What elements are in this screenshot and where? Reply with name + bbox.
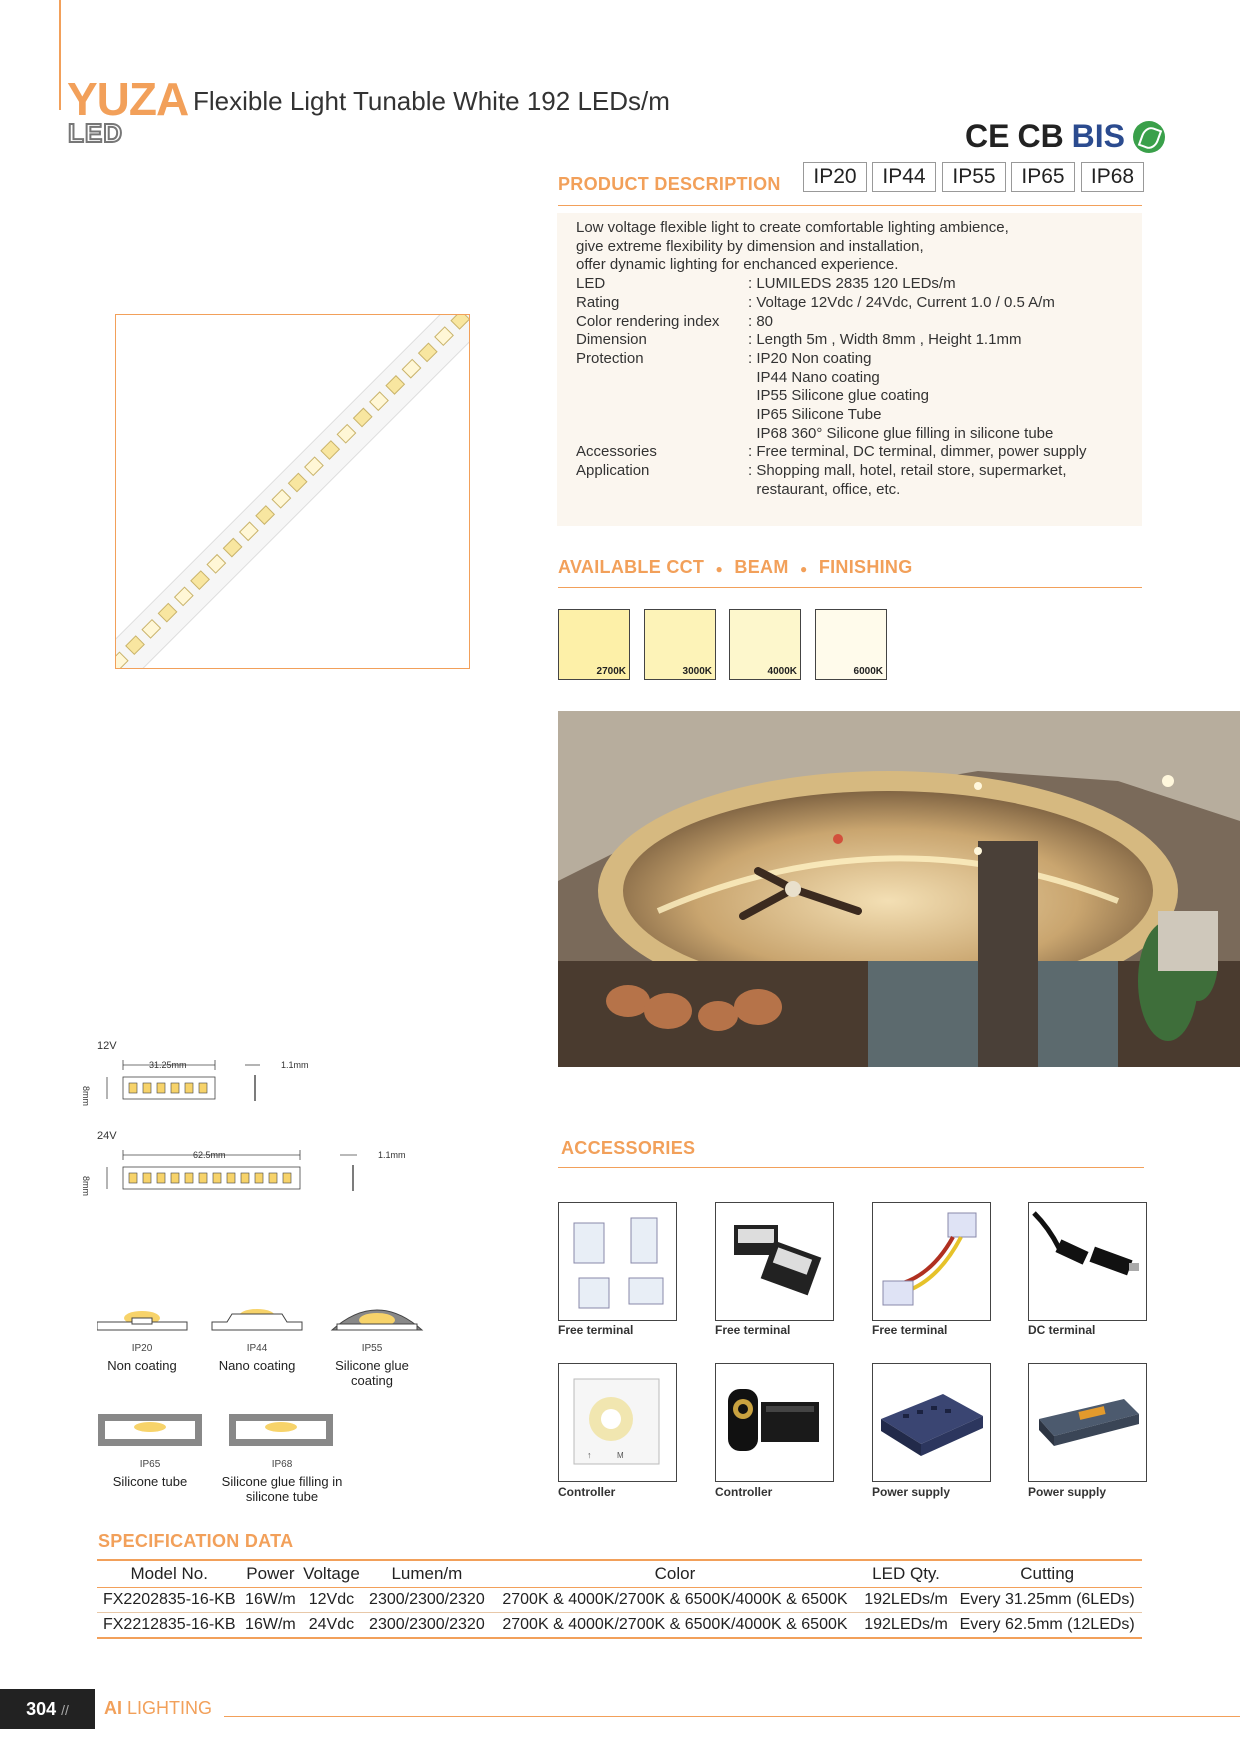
led-chip [213,1173,221,1183]
specification-heading: SPECIFICATION DATA [98,1531,294,1551]
product-description-rule [558,205,1142,206]
bullet-separator: ● [799,562,808,576]
footer-brand-bold: AI [104,1698,122,1718]
ip20-code: IP20 [131,1343,153,1354]
led-chip [199,1173,207,1183]
accessory-free-terminal-2 [715,1202,834,1321]
spec-value: : IP20 Non coating [748,349,872,367]
dimension-12v-cut: 31.25mm [149,1060,187,1070]
spec-value: : Shopping mall, hotel, retail store, supermarket, [748,462,1067,480]
spec-key: Accessories [576,443,657,461]
page-title: Flexible Light Tunable White 192 LEDs/m [193,86,670,116]
footer-rule [224,1716,1240,1717]
accessory-label: Power supply [1028,1485,1107,1499]
svg-text:↑: ↑ [587,1450,592,1460]
led-chip [157,1173,165,1183]
led-chip [171,1173,179,1183]
table-cell: 16W/m [241,1613,299,1639]
dimension-24v-drawing [95,1145,415,1195]
dimension-24v-label: 24V [97,1130,117,1142]
cct-label: 2700K [596,666,626,677]
table-row [97,1613,1142,1639]
accessory-dc-terminal [1028,1202,1147,1321]
rohs-leaf-icon [1133,121,1165,153]
accessory-free-terminal-1 [558,1202,677,1321]
dimension-24v-height: 1.1mm [378,1150,406,1160]
table-cell: FX2202835-16-KB [97,1588,241,1613]
ip-badge-ip68: IP68 [1081,162,1144,192]
spec-value: restaurant, office, etc. [748,480,901,498]
product-description-heading: PRODUCT DESCRIPTION [558,174,781,194]
ip68-name: Silicone glue filling in silicone tube [221,1474,343,1504]
column-header: LED Qty. [860,1560,953,1588]
page-number [0,1689,95,1729]
cb-mark: CB [1017,118,1064,154]
column-header: Lumen/m [364,1560,491,1588]
spec-key: Dimension [576,331,647,349]
accessory-label: Free terminal [715,1323,791,1337]
intro-line: Low voltage flexible light to create comfortable lighting ambience, [576,219,1009,236]
ce-mark: CE [965,118,1010,154]
page-number-value: 304 [26,1699,57,1719]
led-chip [171,1083,179,1093]
table-cell: 192LEDs/m [860,1613,953,1639]
ip-badge-ip20: IP20 [803,162,867,192]
table-cell: 192LEDs/m [860,1588,953,1613]
led-chip [241,1173,249,1183]
spec-key: Color rendering index [576,312,720,330]
wall-controller-icon [559,1364,676,1481]
led-chip [185,1173,193,1183]
column-header: Color [490,1560,859,1588]
ip68-code: IP68 [271,1459,293,1470]
led-chip [255,1173,263,1183]
spec-row [576,350,1086,369]
spec-key: LED [576,275,606,293]
spec-value: IP44 Nano coating [748,368,880,386]
ip44-code: IP44 [246,1343,268,1354]
column-header: Power [241,1560,299,1588]
table-cell: Every 31.25mm (6LEDs) [952,1588,1142,1613]
cct-swatch-2700k [558,609,630,680]
application-photo [558,711,1240,1067]
bullet-separator: ● [715,562,724,576]
spec-key [576,369,748,388]
spec-value: : LUMILEDS 2835 120 LEDs/m [748,275,956,293]
table-cell: Every 62.5mm (12LEDs) [952,1613,1142,1639]
cct-swatch-3000k [644,609,716,680]
accessory-label: Free terminal [872,1323,948,1337]
spec-key [576,481,748,500]
power-supply-icon [1029,1364,1146,1481]
page-number-separator: // [61,1702,69,1718]
led-chip [185,1083,193,1093]
remote-controller-icon [716,1364,833,1481]
spec-key [576,387,748,406]
column-header: Model No. [97,1560,241,1588]
dimension-24v-width: 8mm [81,1176,91,1196]
bis-mark: BIS [1071,118,1126,154]
available-heading [558,557,913,578]
table-cell: 2300/2300/2320 [364,1588,491,1613]
spec-row [576,331,1086,350]
cct-label: 4000K [767,666,797,677]
ceiling-scene-illustration [558,711,1240,1067]
ip-badge-ip44: IP44 [872,162,936,192]
protection-icons-row2 [97,1413,347,1449]
svg-text:M: M [617,1451,624,1460]
spec-key [576,406,748,425]
table-cell: 2700K & 4000K/2700K & 6500K/4000K & 6500K [490,1588,859,1613]
spec-row [576,369,1086,388]
accessory-free-terminal-3 [872,1202,991,1321]
accessory-label: Controller [558,1485,616,1499]
dc-terminal-icon [1029,1203,1146,1320]
spec-key [576,425,748,444]
free-terminal-icon [559,1203,676,1320]
ip44-name: Nano coating [218,1358,296,1373]
accessory-label: Controller [715,1485,773,1499]
led-strip-illustration [116,315,469,668]
header-accent-line [59,0,61,110]
led-chip [227,1173,235,1183]
available-beam-label: BEAM [734,557,789,577]
specification-table [97,1559,1142,1639]
column-header: Voltage [299,1560,363,1588]
accessories-heading: ACCESSORIES [561,1138,696,1158]
led-chip [129,1173,137,1183]
footer-brand [104,1698,212,1719]
ip65-name: Silicone tube [112,1474,188,1489]
available-rule [558,587,1142,588]
spec-row [576,481,1086,500]
available-finishing-label: FINISHING [818,557,913,577]
accessory-power-supply-1 [872,1363,991,1482]
led-chip [199,1083,207,1093]
accessory-power-supply-2 [1028,1363,1147,1482]
table-cell: FX2212835-16-KB [97,1613,241,1639]
spec-value: IP65 Silicone Tube [748,406,882,424]
accessory-controller-remote [715,1363,834,1482]
table-row [97,1588,1142,1613]
spec-row [576,443,1086,462]
table-cell: 16W/m [241,1588,299,1613]
free-terminal-wire-icon [873,1203,990,1320]
ip-badge-ip65: IP65 [1011,162,1075,192]
spec-row [576,275,1086,294]
spec-row [576,313,1086,332]
ip55-code: IP55 [361,1343,383,1354]
protection-icons-row1 [97,1300,427,1340]
dimension-12v-width: 8mm [81,1086,91,1106]
led-chip [143,1083,151,1093]
accessory-label: Free terminal [558,1323,634,1337]
accessory-label: DC terminal [1028,1323,1096,1337]
cct-swatch-6000k [815,609,887,680]
intro-line: give extreme flexibility by dimension and installation, [576,237,924,255]
table-cell: 24Vdc [299,1613,363,1639]
accessories-rule [558,1167,1144,1168]
ip65-code: IP65 [139,1459,161,1470]
led-chip [129,1083,137,1093]
ip-badge-ip55: IP55 [942,162,1006,192]
table-cell: 2700K & 4000K/2700K & 6500K/4000K & 6500K [490,1613,859,1639]
led-chip [283,1173,291,1183]
footer-brand-light: LIGHTING [127,1698,213,1718]
ip20-name: Non coating [107,1358,177,1373]
led-chip [157,1083,165,1093]
table-cell: 12Vdc [299,1588,363,1613]
led-strip-photo [115,314,470,669]
dimension-24v-cut: 62.5mm [193,1150,226,1160]
spec-value: : Free terminal, DC terminal, dimmer, power supply [748,443,1087,461]
spec-row [576,462,1086,481]
spec-value: : Voltage 12Vdc / 24Vdc, Current 1.0 / 0.5 A/m [748,293,1055,311]
certification-logos [965,118,1165,155]
cct-label: 6000K [853,666,883,677]
cct-label: 3000K [682,666,712,677]
column-header: Cutting [952,1560,1142,1588]
spec-key: Application [576,462,650,480]
accessory-label: Power supply [872,1485,951,1499]
description-text [576,219,1086,500]
table-cell: 2300/2300/2320 [364,1613,491,1639]
spec-key: Rating [576,293,620,311]
spec-row [576,387,1086,406]
power-supply-icon [873,1364,990,1481]
intro-line: offer dynamic lighting for enchanced experience. [576,256,899,274]
spec-key: Protection [576,349,644,367]
spec-value: IP68 360° Silicone glue filling in silicone tube [748,424,1054,442]
dimension-12v-label: 12V [97,1040,117,1052]
brand-name: YUZA [67,73,189,125]
spec-row [576,294,1086,313]
led-chip [143,1173,151,1183]
led-chip [269,1173,277,1183]
led-logo-tag: LED [68,118,123,148]
available-cct-label: AVAILABLE CCT [558,557,705,577]
ip55-name: Silicone glue coating [335,1358,409,1388]
accessory-controller-panel [558,1363,677,1482]
spec-value: : Length 5m , Width 8mm , Height 1.1mm [748,331,1022,349]
spec-row [576,425,1086,444]
spec-row [576,406,1086,425]
spec-list [576,275,1086,499]
cct-swatch-4000k [729,609,801,680]
dimension-12v-height: 1.1mm [281,1060,309,1070]
spec-value: : 80 [748,312,774,330]
free-terminal-icon [716,1203,833,1320]
table-header-row [97,1560,1142,1588]
spec-value: IP55 Silicone glue coating [748,387,929,405]
